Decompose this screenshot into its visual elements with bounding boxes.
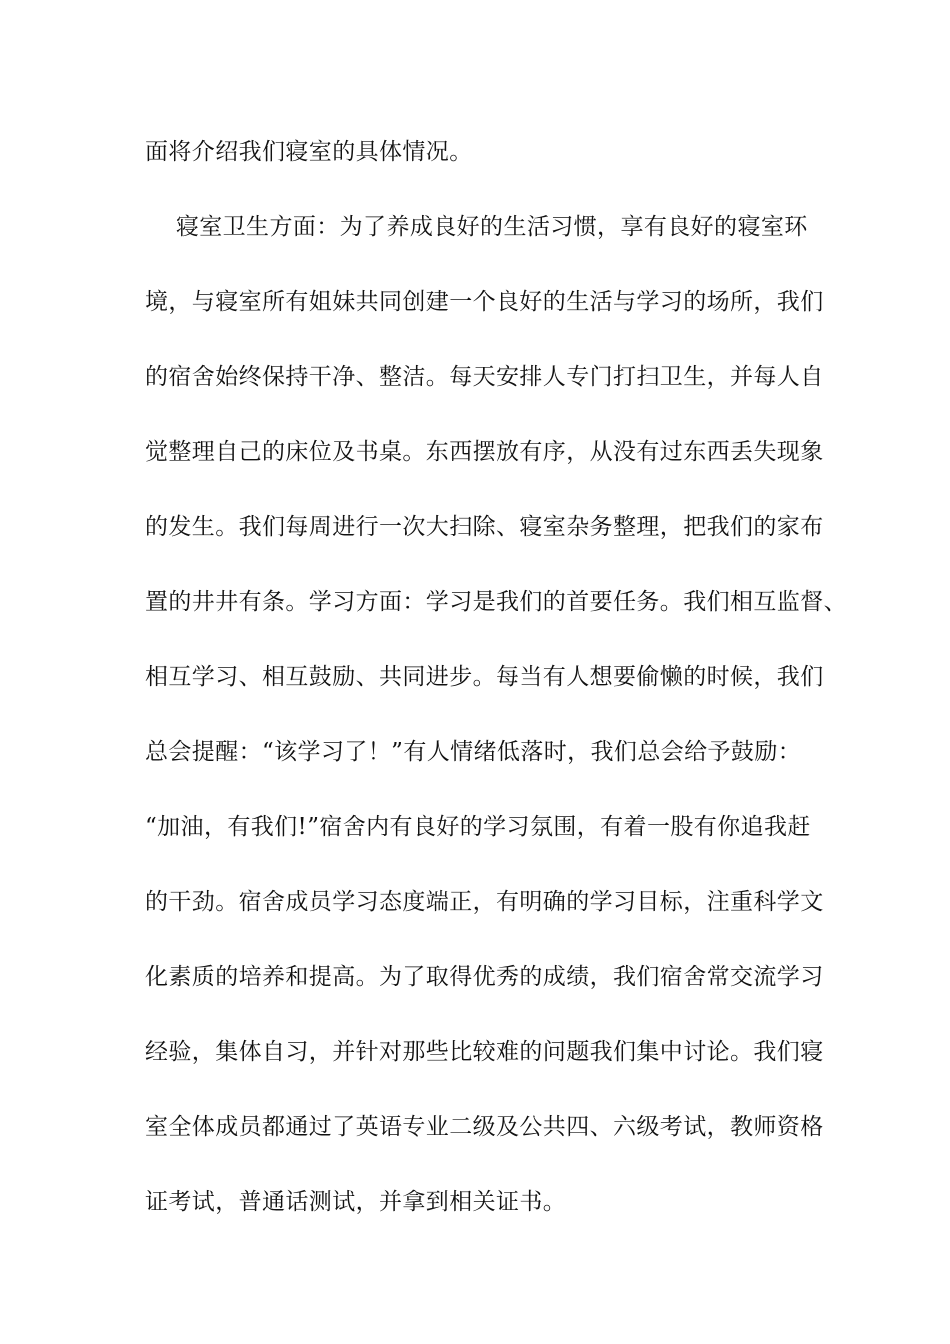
text-line: 经验，集体自习，并针对那些比较难的问题我们集中讨论。我们寝 bbox=[145, 1039, 824, 1065]
text-line: 面将介绍我们寝室的具体情况。 bbox=[145, 139, 473, 165]
text-line: 证考试，普通话测试，并拿到相关证书。 bbox=[145, 1189, 567, 1215]
body-text bbox=[145, 129, 845, 1254]
text-line: 化素质的培养和提高。为了取得优秀的成绩，我们宿舍常交流学习 bbox=[145, 964, 824, 990]
text-line: 总会提醒：“该学习了！”有人情绪低落时，我们总会给予鼓励： bbox=[145, 739, 802, 765]
text-line: 相互学习、相互鼓励、共同进步。每当有人想要偷懒的时候，我们 bbox=[145, 664, 824, 690]
text-line: 的宿舍始终保持干净、整洁。每天安排人专门打扫卫生，并每人自 bbox=[145, 364, 824, 390]
text-line: 的发生。我们每周进行一次大扫除、寝室杂务整理，把我们的家布 bbox=[145, 514, 824, 540]
text-line: 置的井井有条。学习方面：学习是我们的首要任务。我们相互监督、 bbox=[145, 589, 847, 615]
text-line: 寝室卫生方面：为了养成良好的生活习惯，享有良好的寝室环 bbox=[145, 214, 808, 240]
text-line: 觉整理自己的床位及书桌。东西摆放有序，从没有过东西丢失现象 bbox=[145, 439, 824, 465]
text-line: “加油，有我们!”宿舍内有良好的学习氛围，有着一股有你追我赶 bbox=[145, 814, 811, 840]
text-line: 境，与寝室所有姐妹共同创建一个良好的生活与学习的场所，我们 bbox=[145, 289, 824, 315]
text-line: 室全体成员都通过了英语专业二级及公共四、六级考试，教师资格 bbox=[145, 1114, 824, 1140]
text-line: 的干劲。宿舍成员学习态度端正，有明确的学习目标，注重科学文 bbox=[145, 889, 824, 915]
